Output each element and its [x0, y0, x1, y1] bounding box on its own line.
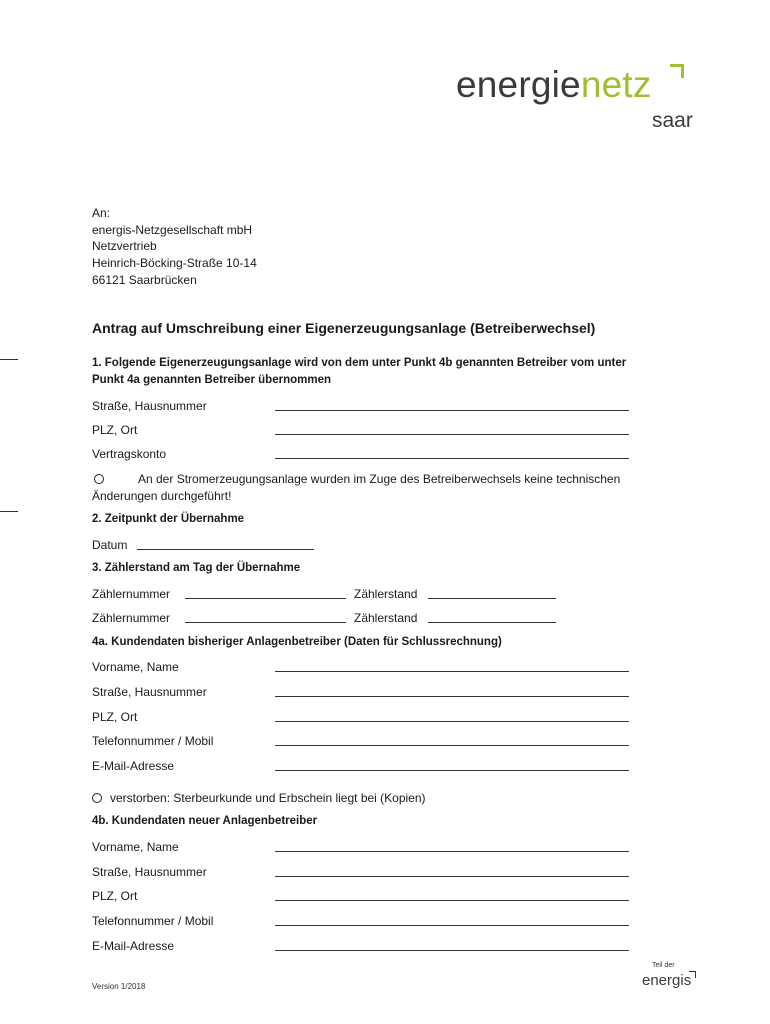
meter-number-input[interactable]	[185, 598, 346, 599]
energienetz-logo	[456, 66, 696, 136]
meter-reading-input[interactable]	[428, 598, 556, 599]
no-changes-text-line1: An der Stromerzeugungsanlage wurden im Zuge des Betreiberwechsels keine technischen	[138, 472, 621, 486]
field-label-street: Straße, Hausnummer	[92, 399, 207, 413]
meter-reading-input[interactable]	[428, 622, 556, 623]
field-label-street: Straße, Hausnummer	[92, 865, 207, 879]
section4a-heading: 4a. Kundendaten bisheriger Anlagenbetreiber (Daten für Schlussrechnung)	[92, 636, 502, 648]
recipient-address	[92, 205, 257, 289]
old-email-input[interactable]	[275, 770, 629, 771]
new-name-input[interactable]	[275, 851, 629, 852]
meter-number-input[interactable]	[185, 622, 346, 623]
date-input[interactable]	[137, 549, 314, 550]
field-plz-input[interactable]	[275, 434, 629, 435]
address-line: energis-Netzgesellschaft mbH	[92, 222, 253, 237]
meter-reading-label: Zählerstand	[354, 587, 418, 601]
field-label-name: Vorname, Name	[92, 840, 179, 854]
deceased-checkbox[interactable]	[92, 793, 102, 803]
logo-word-energie: energie	[456, 64, 581, 105]
form-title: Antrag auf Umschreibung einer Eigenerzeugungsanlage (Betreiberwechsel)	[92, 320, 596, 336]
fold-mark-bottom	[0, 511, 18, 512]
field-contract-input[interactable]	[275, 458, 629, 459]
field-label-plz: PLZ, Ort	[92, 423, 138, 437]
field-label-name: Vorname, Name	[92, 660, 179, 674]
address-label: An:	[92, 206, 111, 220]
field-label-phone: Telefonnummer / Mobil	[92, 914, 214, 928]
field-label-email: E-Mail-Adresse	[92, 759, 175, 773]
address-line: Netzvertrieb	[92, 239, 157, 254]
meter-number-label: Zählernummer	[92, 611, 171, 625]
section3-heading: 3. Zählerstand am Tag der Übernahme	[92, 562, 301, 574]
section1-heading-line1: 1. Folgende Eigenerzeugungsanlage wird von dem unter Punkt 4b genannten Betreiber vom unter	[92, 357, 627, 369]
deceased-text: verstorben: Sterbeurkunde und Erbschein liegt bei (Kopien)	[110, 791, 426, 805]
field-label-plz: PLZ, Ort	[92, 710, 138, 724]
section4b-heading: 4b. Kundendaten neuer Anlagenbetreiber	[92, 815, 318, 827]
field-label-street: Straße, Hausnummer	[92, 685, 207, 699]
new-street-input[interactable]	[275, 876, 629, 877]
new-email-input[interactable]	[275, 950, 629, 951]
field-label-contract: Vertragskonto	[92, 447, 167, 461]
energis-logo: energis	[642, 972, 692, 989]
meter-reading-label: Zählerstand	[354, 611, 418, 625]
old-street-input[interactable]	[275, 696, 629, 697]
logo-saar: saar	[652, 109, 693, 132]
logo-corner-icon	[670, 64, 684, 78]
field-label-phone: Telefonnummer / Mobil	[92, 734, 214, 748]
meter-number-label: Zählernummer	[92, 587, 171, 601]
logo-word-netz: netz	[580, 64, 652, 105]
energis-corner-icon	[689, 971, 696, 978]
old-name-input[interactable]	[275, 671, 629, 672]
field-label-email: E-Mail-Adresse	[92, 939, 175, 953]
section1-heading-line2: Punkt 4a genannten Betreiber übernommen	[92, 374, 331, 386]
old-plz-input[interactable]	[275, 721, 629, 722]
field-label-date: Datum	[92, 538, 128, 552]
address-line: Heinrich-Böcking-Straße 10-14	[92, 256, 257, 271]
field-label-plz: PLZ, Ort	[92, 889, 138, 903]
field-street-input[interactable]	[275, 410, 629, 411]
address-line: 66121 Saarbrücken	[92, 272, 197, 287]
teil-der-text: Teil der	[652, 962, 675, 969]
no-changes-checkbox[interactable]	[94, 474, 104, 484]
no-changes-text-line2: Änderungen durchgeführt!	[92, 489, 232, 503]
version-text: Version 1/2018	[92, 982, 146, 991]
section2-heading: 2. Zeitpunkt der Übernahme	[92, 513, 245, 525]
new-phone-input[interactable]	[275, 925, 629, 926]
fold-mark-top	[0, 359, 18, 360]
old-phone-input[interactable]	[275, 745, 629, 746]
new-plz-input[interactable]	[275, 900, 629, 901]
